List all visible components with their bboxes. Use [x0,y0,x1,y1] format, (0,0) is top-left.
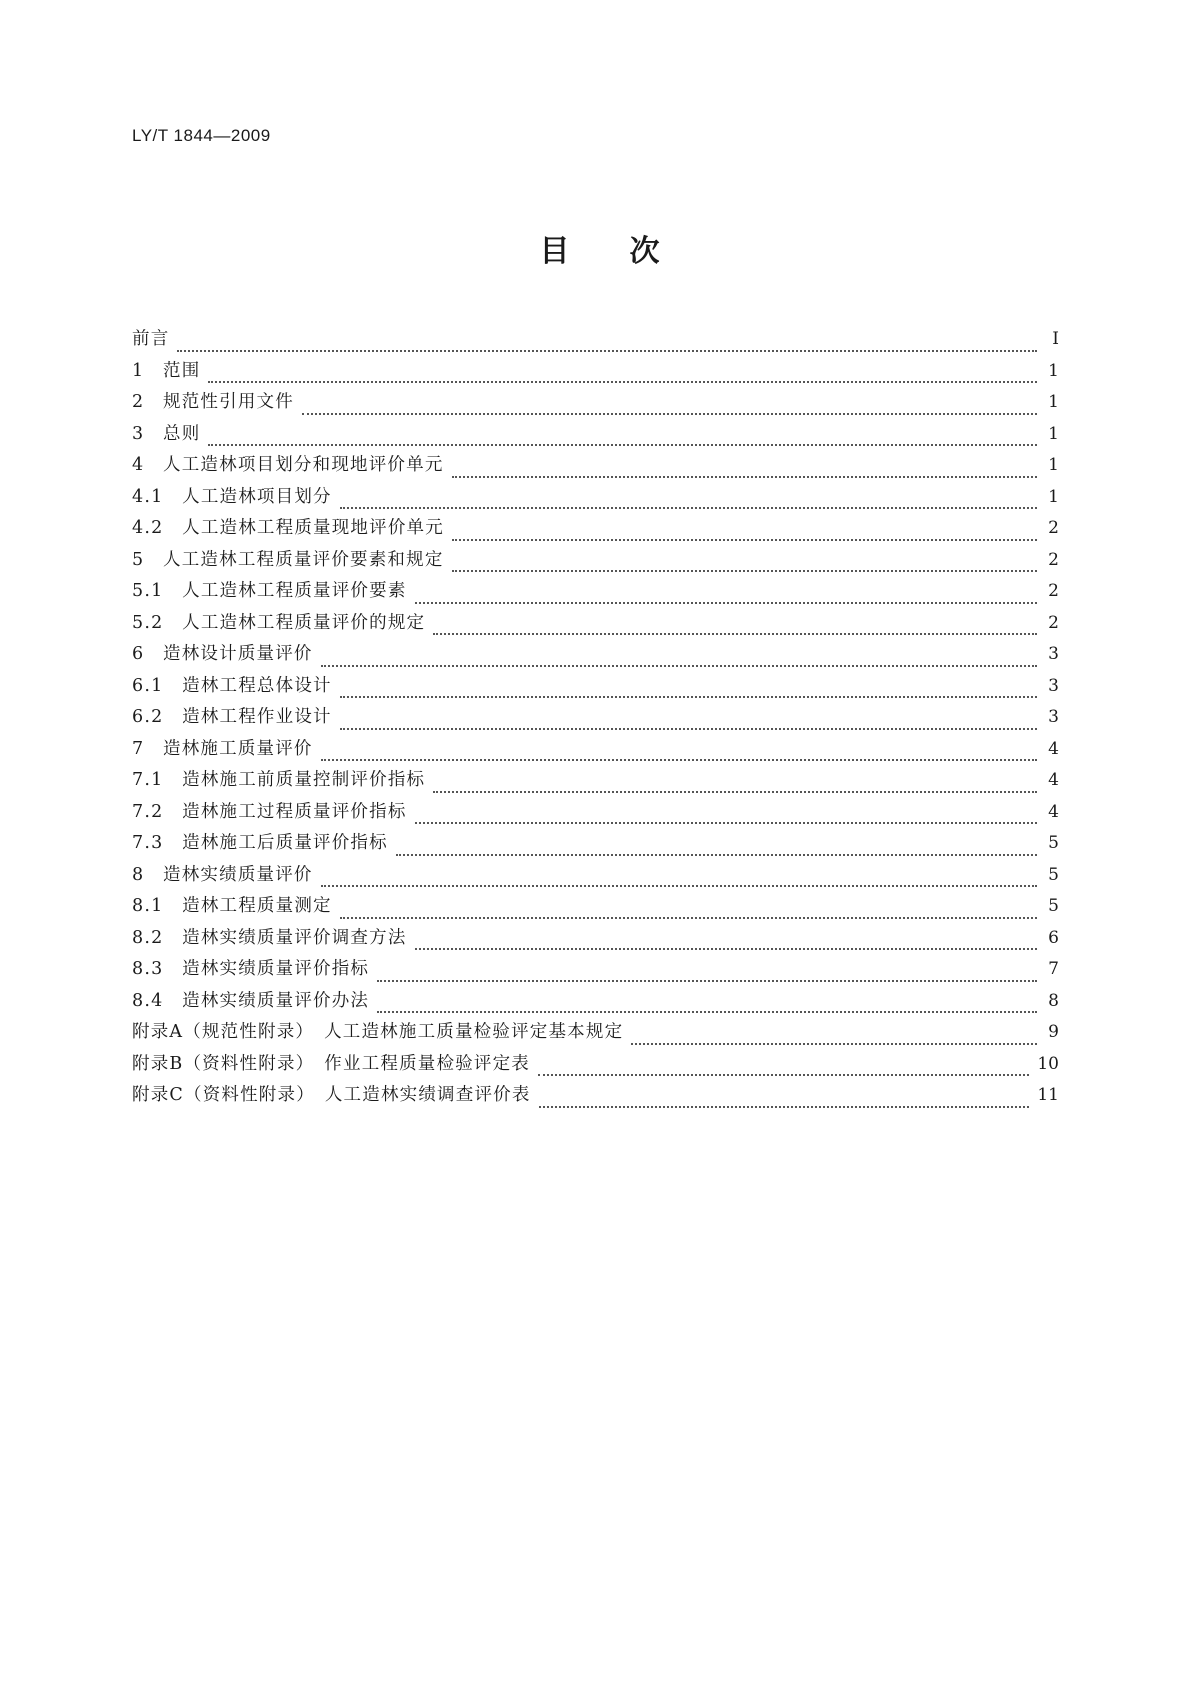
toc-leader-dots [433,615,1037,635]
toc-entry[interactable] [132,672,1059,704]
toc-leader-dots [340,710,1037,730]
toc-entry[interactable] [132,357,1059,389]
toc-entry[interactable] [132,420,1059,452]
toc-entry[interactable] [132,861,1059,893]
toc-leader-dots [396,836,1037,856]
toc-leader-dots [340,489,1037,509]
page-title [0,226,1191,270]
toc-entry-label: 7.1 造林施工前质量控制评价指标 [132,770,426,790]
toc-entry[interactable] [132,546,1059,578]
toc-leader-dots [208,363,1037,383]
toc-entry-page: 1 [1048,455,1059,475]
toc-entry-label: 5.1 人工造林工程质量评价要素 [132,581,407,601]
toc-entry-page: 7 [1048,959,1059,979]
toc-leader-dots [415,584,1037,604]
toc-entry[interactable] [132,703,1059,735]
toc-entry-label: 6.1 造林工程总体设计 [132,675,332,696]
toc-entry[interactable] [132,388,1059,420]
toc-entry[interactable] [132,577,1059,609]
toc-entry[interactable] [132,766,1059,798]
toc-entry-page: 5 [1048,864,1059,885]
toc-entry-page: Ⅰ [1052,329,1059,349]
toc-leader-dots [433,773,1037,793]
toc-entry-label: 8.3 造林实绩质量评价指标 [132,959,370,979]
table-of-contents [132,325,1059,1113]
title-char-2: 次 [629,234,660,269]
toc-entry[interactable] [132,987,1059,1019]
toc-entry-label: 附录B（资料性附录） 作业工程质量检验评定表 [132,1053,531,1074]
toc-entry[interactable] [132,924,1059,956]
toc-entry-page: 4 [1048,738,1059,759]
toc-entry[interactable] [132,735,1059,767]
toc-entry-label: 4.1 人工造林项目划分 [132,486,332,507]
toc-entry-label: 4 人工造林项目划分和现地评价单元 [132,455,444,475]
toc-entry-page: 6 [1048,927,1059,948]
toc-leader-dots [377,962,1037,982]
toc-entry-label: 8.1 造林工程质量测定 [132,896,332,916]
toc-entry-label: 5.2 人工造林工程质量评价的规定 [132,612,426,633]
toc-entry-page: 3 [1048,707,1059,727]
toc-entry[interactable] [132,514,1059,546]
toc-leader-dots [452,521,1037,541]
toc-entry-page: 3 [1048,644,1059,664]
toc-leader-dots [539,1088,1030,1108]
toc-entry-label: 2 规范性引用文件 [132,392,294,412]
toc-leader-dots [321,867,1037,887]
toc-leader-dots [208,426,1037,446]
toc-entry-label: 附录A（规范性附录） 人工造林施工质量检验评定基本规定 [132,1022,624,1042]
toc-leader-dots [321,647,1037,667]
toc-entry-page: 4 [1048,801,1059,822]
toc-entry-label: 8.4 造林实绩质量评价办法 [132,990,370,1011]
toc-entry-page: 5 [1048,833,1059,853]
toc-entry-label: 7.2 造林施工过程质量评价指标 [132,801,407,822]
standard-code: LY/T 1844—2009 [132,126,271,145]
toc-entry-label: 5 人工造林工程质量评价要素和规定 [132,549,444,570]
toc-entry-page: 11 [1037,1085,1059,1105]
toc-entry[interactable] [132,609,1059,641]
toc-entry[interactable] [132,483,1059,515]
toc-entry[interactable] [132,1018,1059,1050]
toc-entry-page: 2 [1048,612,1059,633]
toc-leader-dots [340,899,1037,919]
toc-entry[interactable] [132,1081,1059,1113]
toc-entry[interactable] [132,798,1059,830]
toc-entry-label: 6.2 造林工程作业设计 [132,707,332,727]
toc-leader-dots [302,395,1037,415]
toc-entry-page: 1 [1048,486,1059,507]
toc-entry[interactable] [132,640,1059,672]
toc-leader-dots [415,804,1037,824]
toc-entry-label: 7 造林施工质量评价 [132,738,313,759]
toc-entry-label: 前言 [132,329,170,349]
toc-entry[interactable] [132,892,1059,924]
toc-entry-page: 1 [1048,360,1059,381]
toc-entry[interactable] [132,451,1059,483]
toc-leader-dots [377,993,1037,1013]
toc-entry-page: 4 [1048,770,1059,790]
toc-entry-page: 1 [1048,392,1059,412]
toc-entry-page: 1 [1048,423,1059,444]
toc-leader-dots [340,678,1037,698]
toc-leader-dots [321,741,1037,761]
toc-entry[interactable] [132,955,1059,987]
toc-entry-page: 2 [1048,581,1059,601]
toc-leader-dots [415,930,1037,950]
toc-leader-dots [452,458,1037,478]
toc-entry-label: 7.3 造林施工后质量评价指标 [132,833,388,853]
toc-entry-page: 9 [1048,1022,1059,1042]
toc-entry[interactable] [132,829,1059,861]
toc-entry-label: 附录C（资料性附录） 人工造林实绩调查评价表 [132,1085,531,1105]
toc-entry-page: 8 [1048,990,1059,1011]
toc-entry-label: 4.2 人工造林工程质量现地评价单元 [132,518,444,538]
toc-entry-page: 2 [1048,518,1059,538]
toc-leader-dots [452,552,1037,572]
toc-entry-page: 5 [1048,896,1059,916]
toc-entry-label: 3 总则 [132,423,201,444]
toc-entry-page: 2 [1048,549,1059,570]
toc-leader-dots [631,1025,1037,1045]
toc-entry-label: 6 造林设计质量评价 [132,644,313,664]
toc-entry-label: 8.2 造林实绩质量评价调查方法 [132,927,407,948]
toc-leader-dots [177,332,1037,352]
toc-entry-page: 10 [1037,1053,1059,1074]
toc-entry[interactable] [132,325,1059,357]
toc-entry-page: 3 [1048,675,1059,696]
toc-entry[interactable] [132,1050,1059,1082]
title-char-1: 目 [539,234,570,269]
toc-entry-label: 8 造林实绩质量评价 [132,864,313,885]
toc-leader-dots [538,1056,1029,1076]
toc-entry-label: 1 范围 [132,360,201,381]
